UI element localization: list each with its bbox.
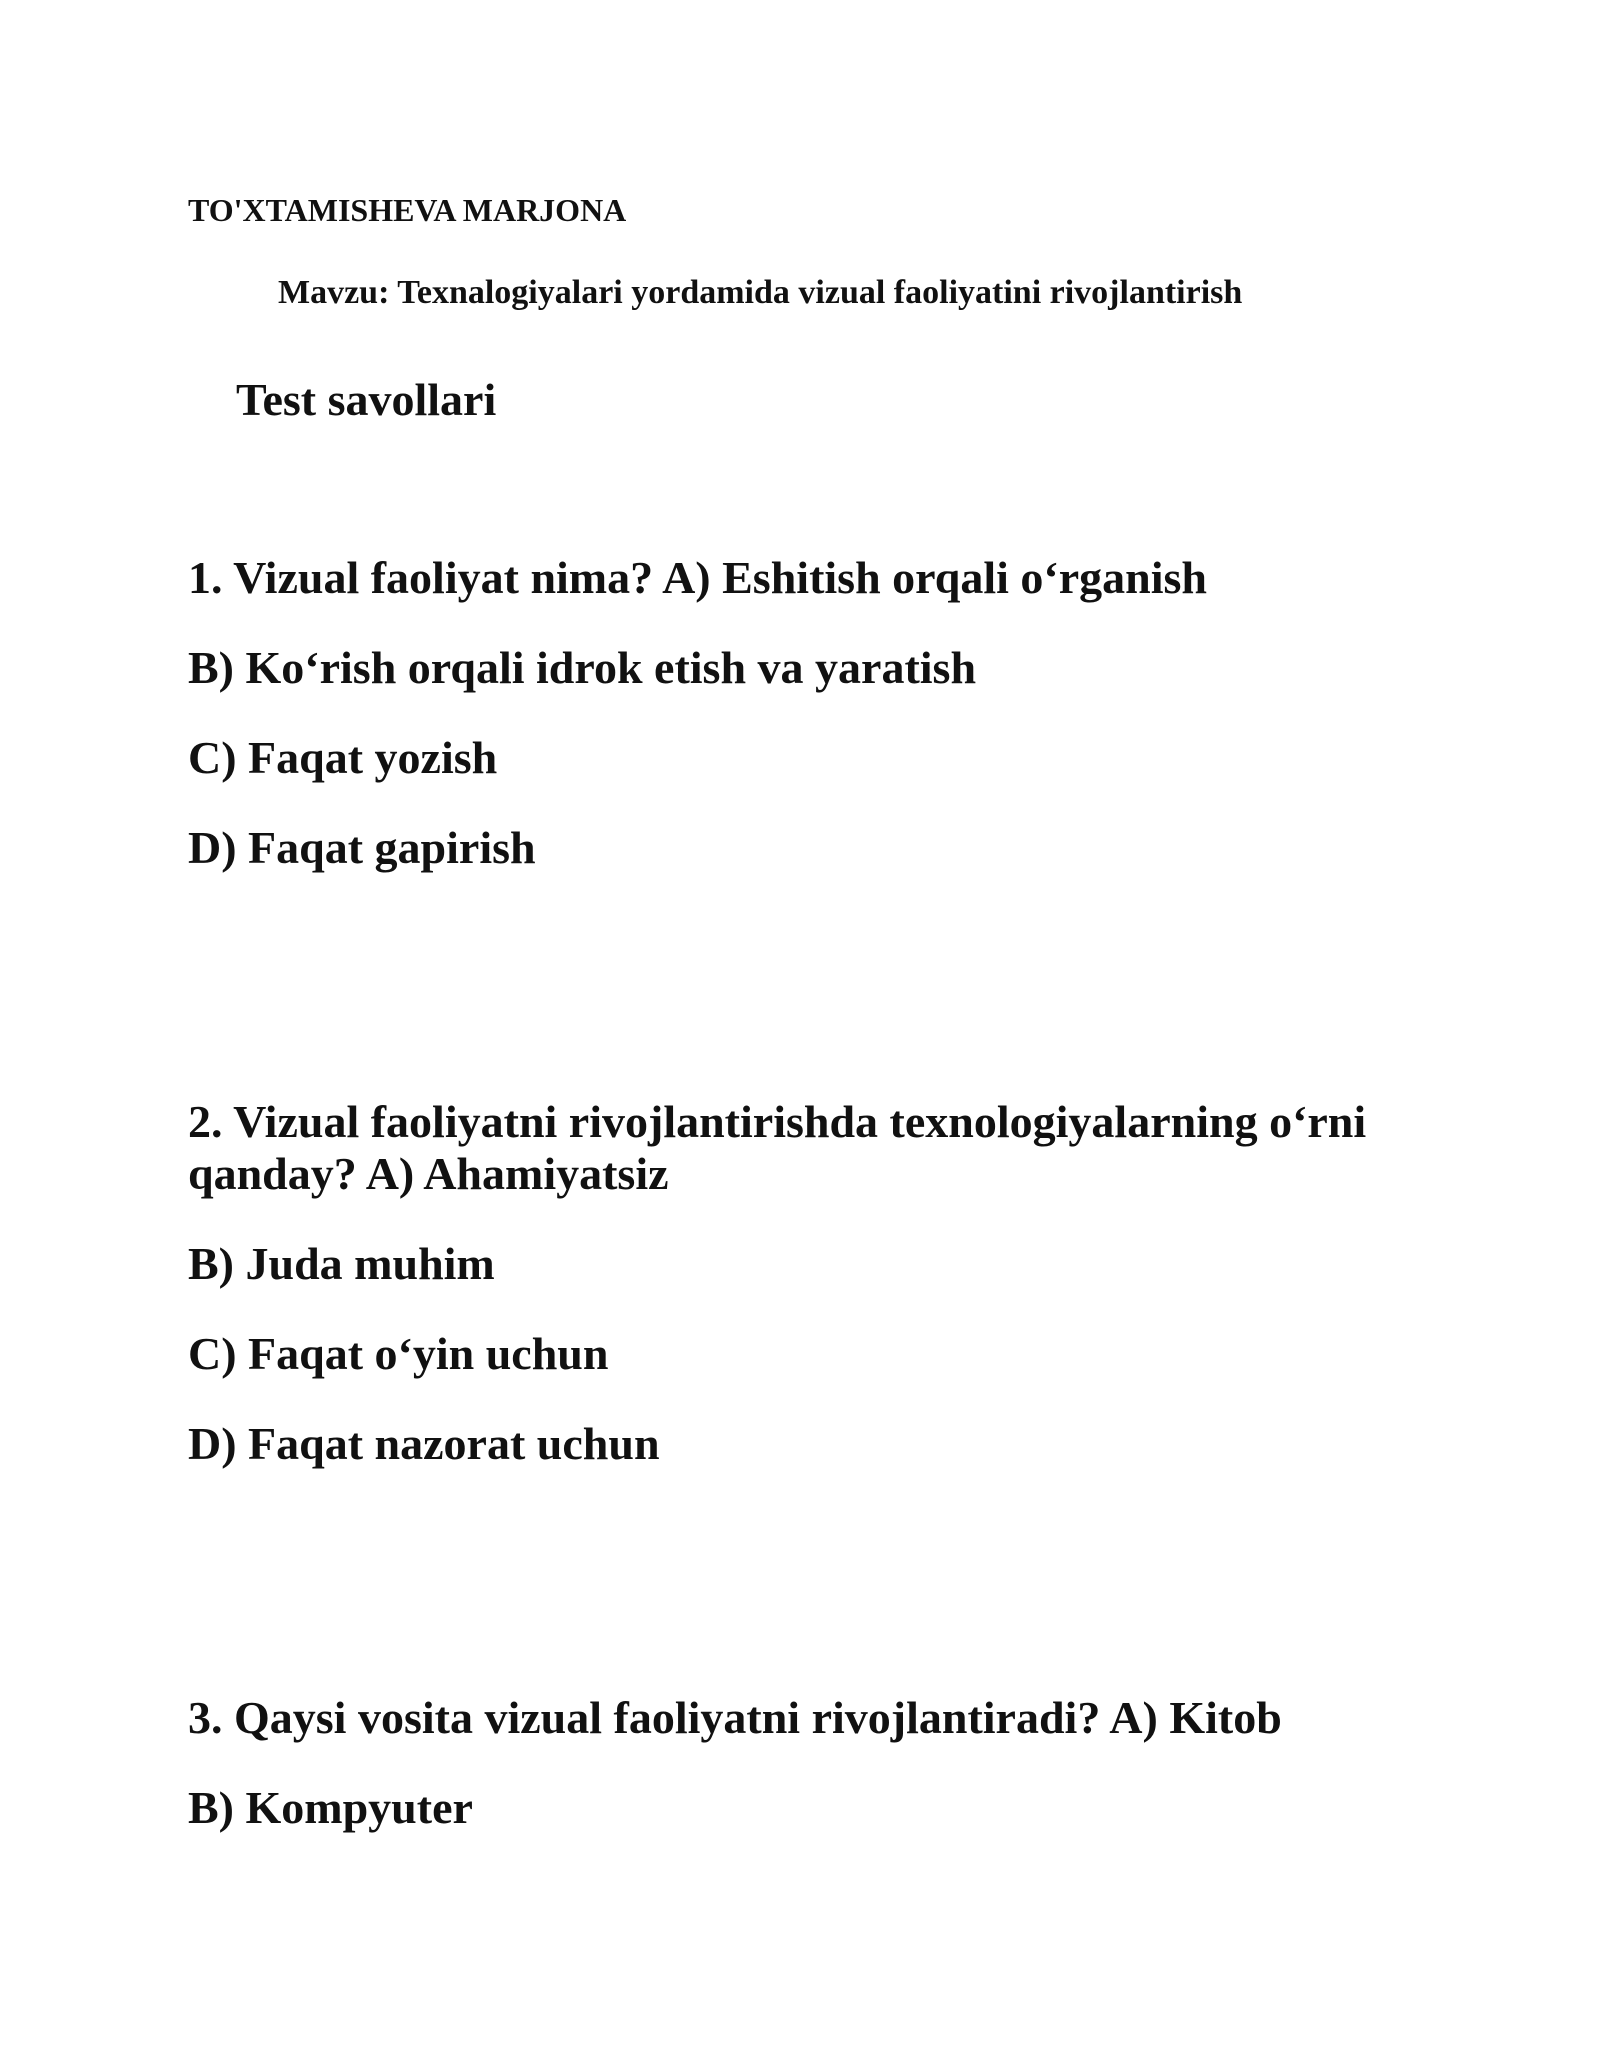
answer-option-c: C) Faqat o‘yin uchun <box>188 1328 609 1379</box>
answer-option-c: C) Faqat yozish <box>188 732 498 783</box>
question-text: 1. Vizual faoliyat nima? A) Eshitish orqali o‘rganish <box>188 552 1207 603</box>
topic-line: Mavzu: Texnalogiyalari yordamida vizual faoliyatini rivojlantirish <box>278 274 1243 311</box>
answer-option-b: B) Ko‘rish orqali idrok etish va yaratish <box>188 642 977 693</box>
question-text: 2. Vizual faoliyatni rivojlantirishda texnologiyalarning o‘rni qanday? A) Ahamiyatsiz <box>188 1096 1367 1199</box>
answer-option-b: B) Kompyuter <box>188 1782 473 1833</box>
answer-option-b: B) Juda muhim <box>188 1238 495 1289</box>
author-name: TO'XTAMISHEVA MARJONA <box>188 192 627 228</box>
section-title: Test savollari <box>236 374 497 425</box>
question-text: 3. Qaysi vosita vizual faoliyatni rivojlantiradi? A) Kitob <box>188 1692 1282 1743</box>
answer-option-d: D) Faqat gapirish <box>188 822 536 873</box>
question-3 <box>188 1692 1418 1834</box>
answer-option-d: D) Faqat nazorat uchun <box>188 1418 660 1469</box>
question-2 <box>188 1096 1418 1470</box>
question-1 <box>188 552 1418 874</box>
